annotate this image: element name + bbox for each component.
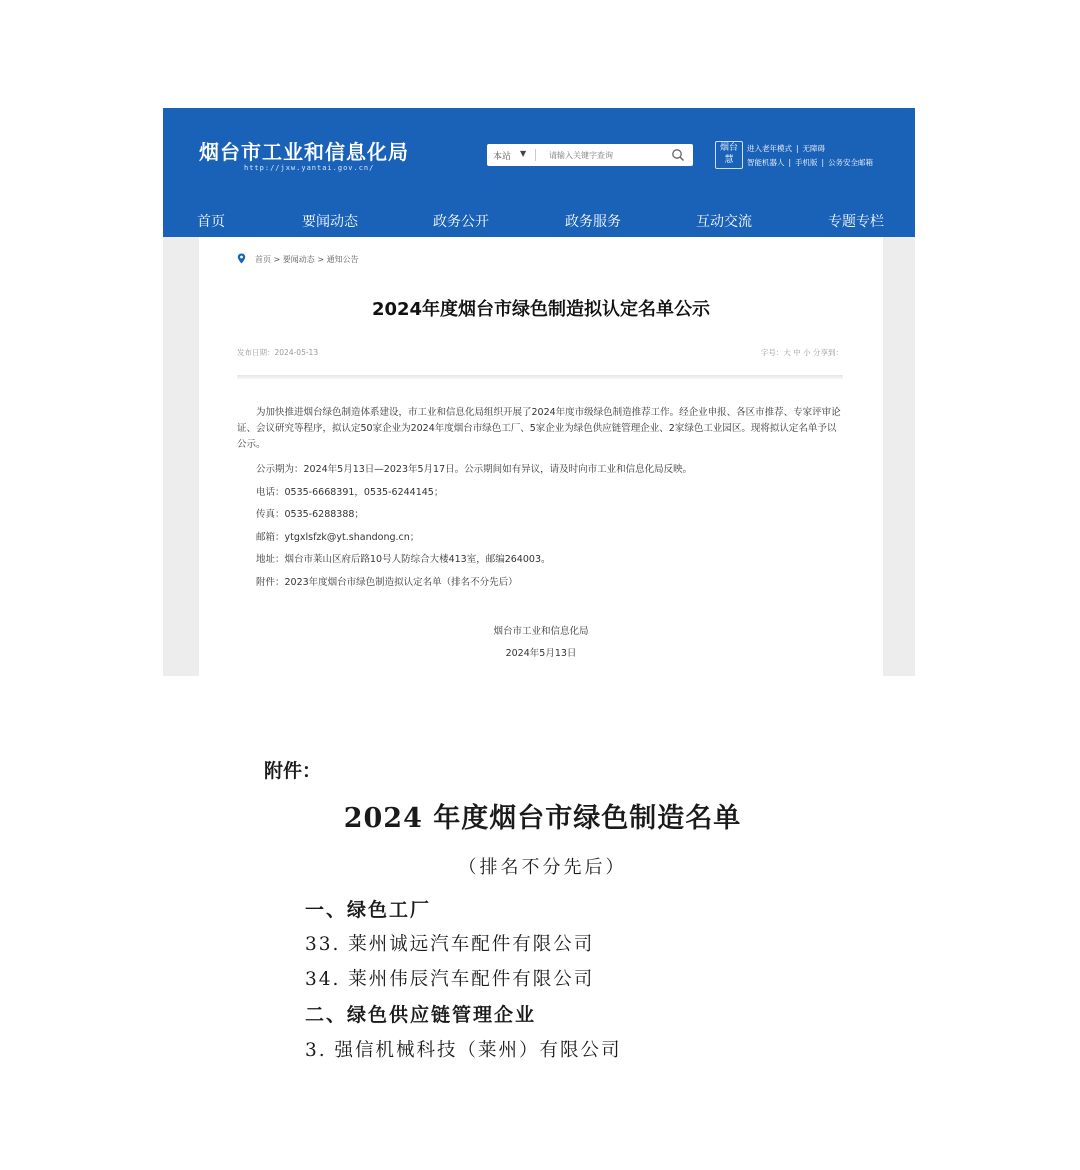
mail-link[interactable]: 公务安全邮箱 (828, 158, 874, 167)
list-item: 33. 莱州诚远汽车配件有限公司 (305, 934, 595, 955)
title-divider (237, 375, 843, 379)
main-nav (163, 203, 915, 237)
nav-interaction[interactable]: 互动交流 (696, 214, 752, 230)
search-input[interactable] (549, 147, 659, 163)
attachment-document (0, 690, 1080, 1170)
list-item: 34. 莱州伟辰汽车配件有限公司 (305, 969, 595, 990)
nav-government-affairs[interactable]: 政务公开 (433, 214, 489, 230)
caret-down-icon[interactable]: ▼ (520, 149, 527, 158)
list-item: 3. 强信机械科技（莱州）有限公司 (305, 1040, 622, 1061)
accessibility-link[interactable]: 无障碍 (802, 144, 826, 153)
article-title: 2024年度烟台市绿色制造拟认定名单公示 (371, 299, 711, 320)
website-screenshot (163, 108, 915, 676)
nav-home[interactable]: 首页 (197, 214, 225, 230)
search-box (487, 144, 693, 166)
font-size-controls[interactable]: 字号：大 中 小 分享到： (760, 348, 843, 357)
breadcrumb[interactable]: 首页 > 要闻动态 > 通知公告 (255, 255, 359, 264)
search-scope-select[interactable]: 本站 (493, 152, 512, 162)
sign-date: 2024年5月13日 (505, 648, 577, 659)
article-panel (199, 237, 883, 676)
article-intro: 为加快推进烟台绿色制造体系建设，市工业和信息化局组织开展了2024年度市级绿色制造推荐工作。经企业申报、各区市推荐、专家评审论证、会议研究等程序，拟认定50家企业为2024年度烟台市绿色工厂、5家企业为绿色供应链管理企业、2家绿色工业园区。现将拟认定名单予以公示。 (237, 407, 841, 450)
contact-fax: 传真：0535-6288388； (256, 509, 364, 520)
nav-news[interactable]: 要闻动态 (302, 214, 358, 230)
section-green-factory: 一、绿色工厂 (305, 899, 432, 921)
attachment-label: 附件： (264, 760, 322, 782)
emblem-logo[interactable]: 烟台慧 (715, 141, 743, 169)
site-title[interactable]: 烟台市工业和信息化局 (199, 140, 409, 164)
robot-link[interactable]: 智能机器人 (747, 158, 785, 167)
mobile-link[interactable]: 手机版 (795, 158, 818, 167)
attachment-link[interactable]: 附件：2023年度烟台市绿色制造拟认定名单（排名不分先后） (256, 577, 518, 588)
publish-date: 发布日期：2024-05-13 (237, 348, 319, 357)
contact-address: 地址：烟台市莱山区府后路10号人防综合大楼413室，邮编264003。 (256, 554, 551, 565)
attachment-subtitle: （排名不分先后） (458, 857, 627, 878)
signature: 烟台市工业和信息化局 (493, 626, 589, 637)
nav-services[interactable]: 政务服务 (565, 214, 621, 230)
contact-email: 邮箱：ytgxlsfzk@yt.shandong.cn； (256, 532, 420, 543)
location-pin-icon (237, 253, 246, 264)
top-links: 进入老年模式 | 无障碍 智能机器人 | 手机版 | 公务安全邮箱 (747, 144, 874, 167)
search-icon[interactable] (671, 148, 685, 162)
notice-period: 公示期为：2024年5月13日—2023年5月17日。公示期间如有异议，请及时向市工业和信息化局反映。 (256, 464, 693, 475)
section-green-supply-chain: 二、绿色供应链管理企业 (305, 1004, 537, 1026)
elder-mode-link[interactable]: 进入老年模式 (747, 144, 792, 153)
site-header (163, 108, 915, 203)
nav-topics[interactable]: 专题专栏 (828, 214, 884, 230)
attachment-title: 2024 年度烟台市绿色制造名单 (343, 803, 742, 834)
site-url: http://jxw.yantai.gov.cn/ (244, 164, 375, 172)
search-divider (535, 149, 536, 161)
contact-phone: 电话：0535-6668391，0535-6244145； (256, 487, 444, 498)
